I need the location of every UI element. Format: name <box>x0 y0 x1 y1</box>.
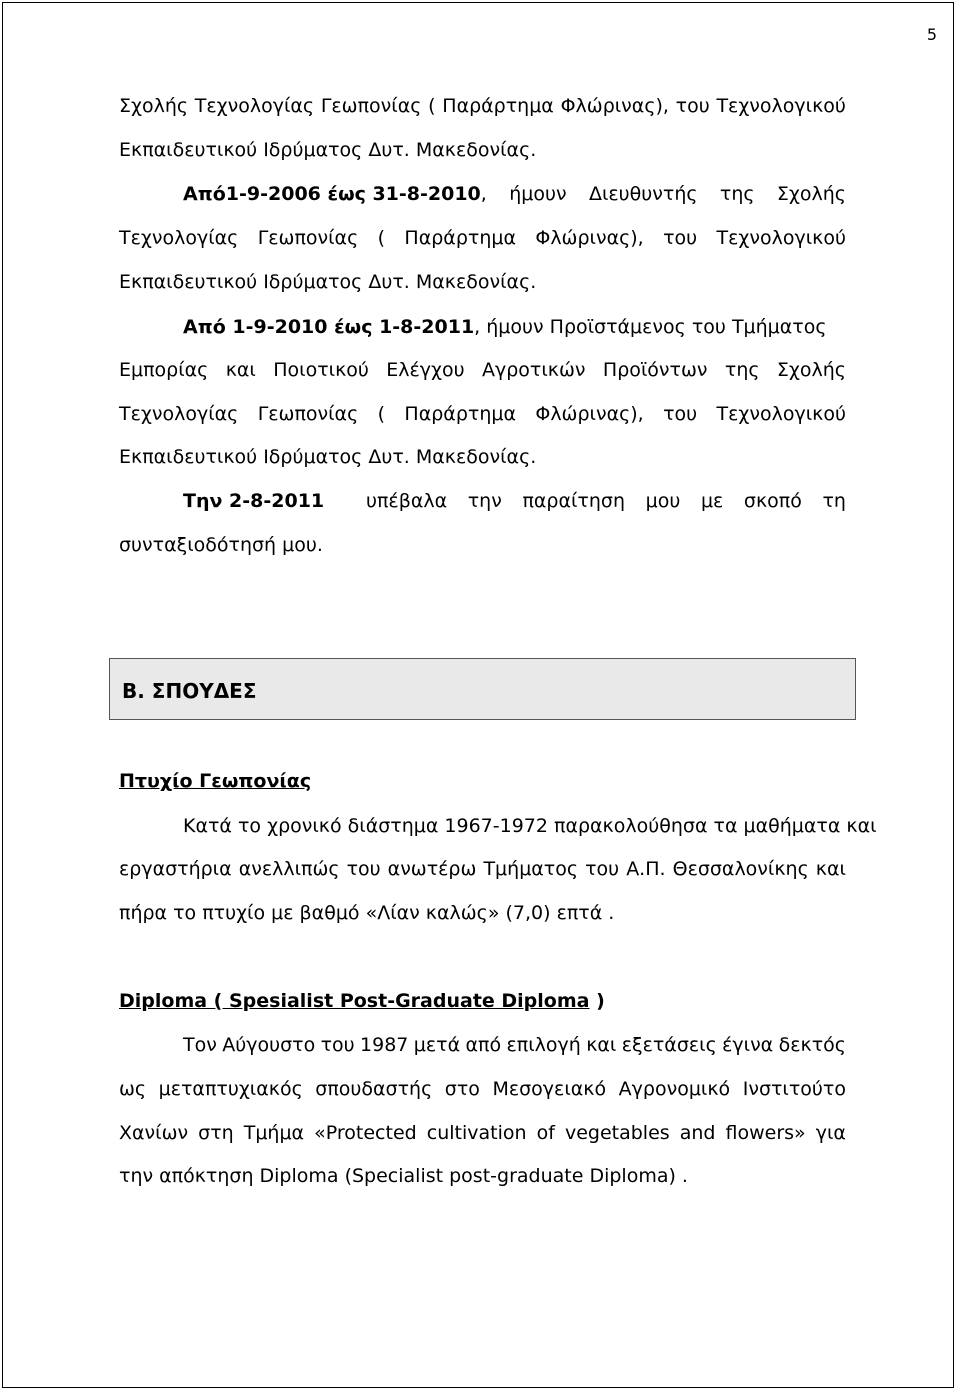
word: από <box>465 1034 502 1056</box>
degree-heading: Πτυχίο Γεωπονίας <box>119 770 312 792</box>
word: του <box>346 858 381 880</box>
word: δεκτός <box>778 1034 846 1056</box>
word: Γεωπονίας <box>257 403 359 425</box>
word: εξετάσεις <box>621 1034 717 1056</box>
employment-p4-line1 <box>183 490 846 512</box>
word: cultivation <box>426 1122 527 1144</box>
word: Α.Π. <box>626 858 666 880</box>
word: τη <box>822 490 846 512</box>
word: του <box>663 403 698 425</box>
diploma-heading-suffix: ) <box>589 990 605 1012</box>
word: εργαστήρια <box>119 858 232 880</box>
degree-line3: πήρα το πτυχίο με βαθμό «Λίαν καλώς» (7,0) επτά . <box>119 902 615 924</box>
word: στη <box>198 1122 234 1144</box>
diploma-line2 <box>119 1078 846 1100</box>
word: ανελλιπώς <box>238 858 340 880</box>
word: Ελέγχου <box>386 359 465 381</box>
diploma-line4: την απόκτηση Diploma (Specialist post-graduate Diploma) . <box>119 1165 688 1187</box>
word: Μεσογειακό <box>492 1078 607 1100</box>
employment-p3-line4: Εκπαιδευτικού Ιδρύματος Δυτ. Μακεδονίας. <box>119 446 537 468</box>
section-heading-box <box>109 658 856 720</box>
word: του <box>320 1034 355 1056</box>
word: Σχολής <box>776 359 846 381</box>
word: μου <box>645 490 681 512</box>
word: και <box>586 1034 617 1056</box>
word: Τεχνολογικού <box>716 227 846 249</box>
word: Ποιοτικού <box>273 359 369 381</box>
word: 1987 <box>360 1034 409 1056</box>
word: Χανίων <box>119 1122 189 1144</box>
word: Τεχνολογικού <box>716 403 846 425</box>
word: ( <box>428 95 436 117</box>
employment-p2-dates: Από1-9-2006 έως 31-8-2010 <box>183 183 481 205</box>
word: Τμήματος <box>483 858 579 880</box>
word: , <box>480 183 487 205</box>
word: Φλώρινας), <box>560 95 669 117</box>
degree-line2 <box>119 858 846 880</box>
word: ( <box>377 227 386 249</box>
word: Προϊόντων <box>602 359 708 381</box>
word: Παράρτημα <box>404 227 516 249</box>
employment-p4-text <box>366 490 846 512</box>
word: Τεχνολογίας <box>194 95 315 117</box>
word: Αύγουστο <box>222 1034 316 1056</box>
word: Εμπορίας <box>119 359 209 381</box>
word: Γεωπονίας <box>257 227 359 249</box>
employment-p2-role <box>481 183 846 205</box>
word: Τεχνολογικού <box>716 95 846 117</box>
word: Παράρτημα <box>404 403 516 425</box>
word: του <box>585 858 620 880</box>
employment-p2-line1 <box>183 183 846 205</box>
word: «Protected <box>314 1122 417 1144</box>
diploma-heading: Diploma ( Spesialist Post-Graduate Diploma <box>119 990 590 1012</box>
word: την <box>467 490 502 512</box>
word: flowers» <box>725 1122 806 1144</box>
word: Τον <box>183 1034 217 1056</box>
word: για <box>815 1122 846 1144</box>
word: Σχολής <box>776 183 846 205</box>
employment-p3-line3 <box>119 403 846 425</box>
word: Διευθυντής <box>588 183 698 205</box>
page-number: 5 <box>926 25 937 44</box>
word: and <box>679 1122 716 1144</box>
word: ήμουν <box>509 183 567 205</box>
employment-p4-line2: συνταξιοδότησή μου. <box>119 534 323 556</box>
word: Φλώρινας), <box>535 403 644 425</box>
word: Τεχνολογίας <box>119 227 239 249</box>
section-title: Β. ΣΠΟΥΔΕΣ <box>122 679 257 703</box>
word: σκοπό <box>743 490 802 512</box>
word: στο <box>444 1078 480 1100</box>
word: μεταπτυχιακός <box>158 1078 303 1100</box>
word: of <box>536 1122 555 1144</box>
word: vegetables <box>564 1122 670 1144</box>
diploma-line1 <box>183 1034 846 1056</box>
word: ως <box>119 1078 147 1100</box>
word: ( <box>377 403 386 425</box>
employment-p3-line2 <box>119 359 846 381</box>
degree-line1: Κατά το χρονικό διάστημα 1967-1972 παρακολούθησα τα μαθήματα και <box>183 815 877 837</box>
word: σπουδαστής <box>315 1078 433 1100</box>
word: και <box>815 858 846 880</box>
employment-p3-dates: Από 1-9-2010 έως 1-8-2011 <box>183 316 475 338</box>
word: Γεωπονίας <box>320 95 422 117</box>
word: της <box>724 359 760 381</box>
word: Τεχνολογίας <box>119 403 239 425</box>
word: του <box>663 227 698 249</box>
employment-p1-line1 <box>119 95 846 117</box>
word: Σχολής <box>119 95 189 117</box>
word: της <box>719 183 755 205</box>
document-page <box>2 2 954 1388</box>
diploma-line3 <box>119 1122 846 1144</box>
word: μετά <box>413 1034 461 1056</box>
word: επιλογή <box>506 1034 581 1056</box>
employment-p2-line2 <box>119 227 846 249</box>
word: Παράρτημα <box>442 95 554 117</box>
word: έγινα <box>722 1034 774 1056</box>
word: και <box>225 359 256 381</box>
word: Θεσσαλονίκης <box>672 858 809 880</box>
employment-p4-date: Την 2-8-2011 <box>183 490 325 512</box>
word: Ινστιτούτο <box>742 1078 846 1100</box>
employment-p1-line2: Εκπαιδευτικού Ιδρύματος Δυτ. Μακεδονίας. <box>119 139 537 161</box>
word: παραίτηση <box>522 490 625 512</box>
word: υπέβαλα <box>366 490 448 512</box>
word: Αγρονομικό <box>618 1078 731 1100</box>
word: με <box>700 490 724 512</box>
employment-p3-role: , ήμουν Προϊστάμενος του Τμήματος <box>474 316 827 338</box>
word: Αγροτικών <box>482 359 586 381</box>
word: ανωτέρω <box>387 858 477 880</box>
employment-p3-line1 <box>183 316 846 338</box>
employment-p2-line3: Εκπαιδευτικού Ιδρύματος Δυτ. Μακεδονίας. <box>119 271 537 293</box>
diploma-heading-line <box>119 990 846 1012</box>
word: του <box>675 95 710 117</box>
word: Τμήμα <box>243 1122 305 1144</box>
word: Φλώρινας), <box>535 227 644 249</box>
